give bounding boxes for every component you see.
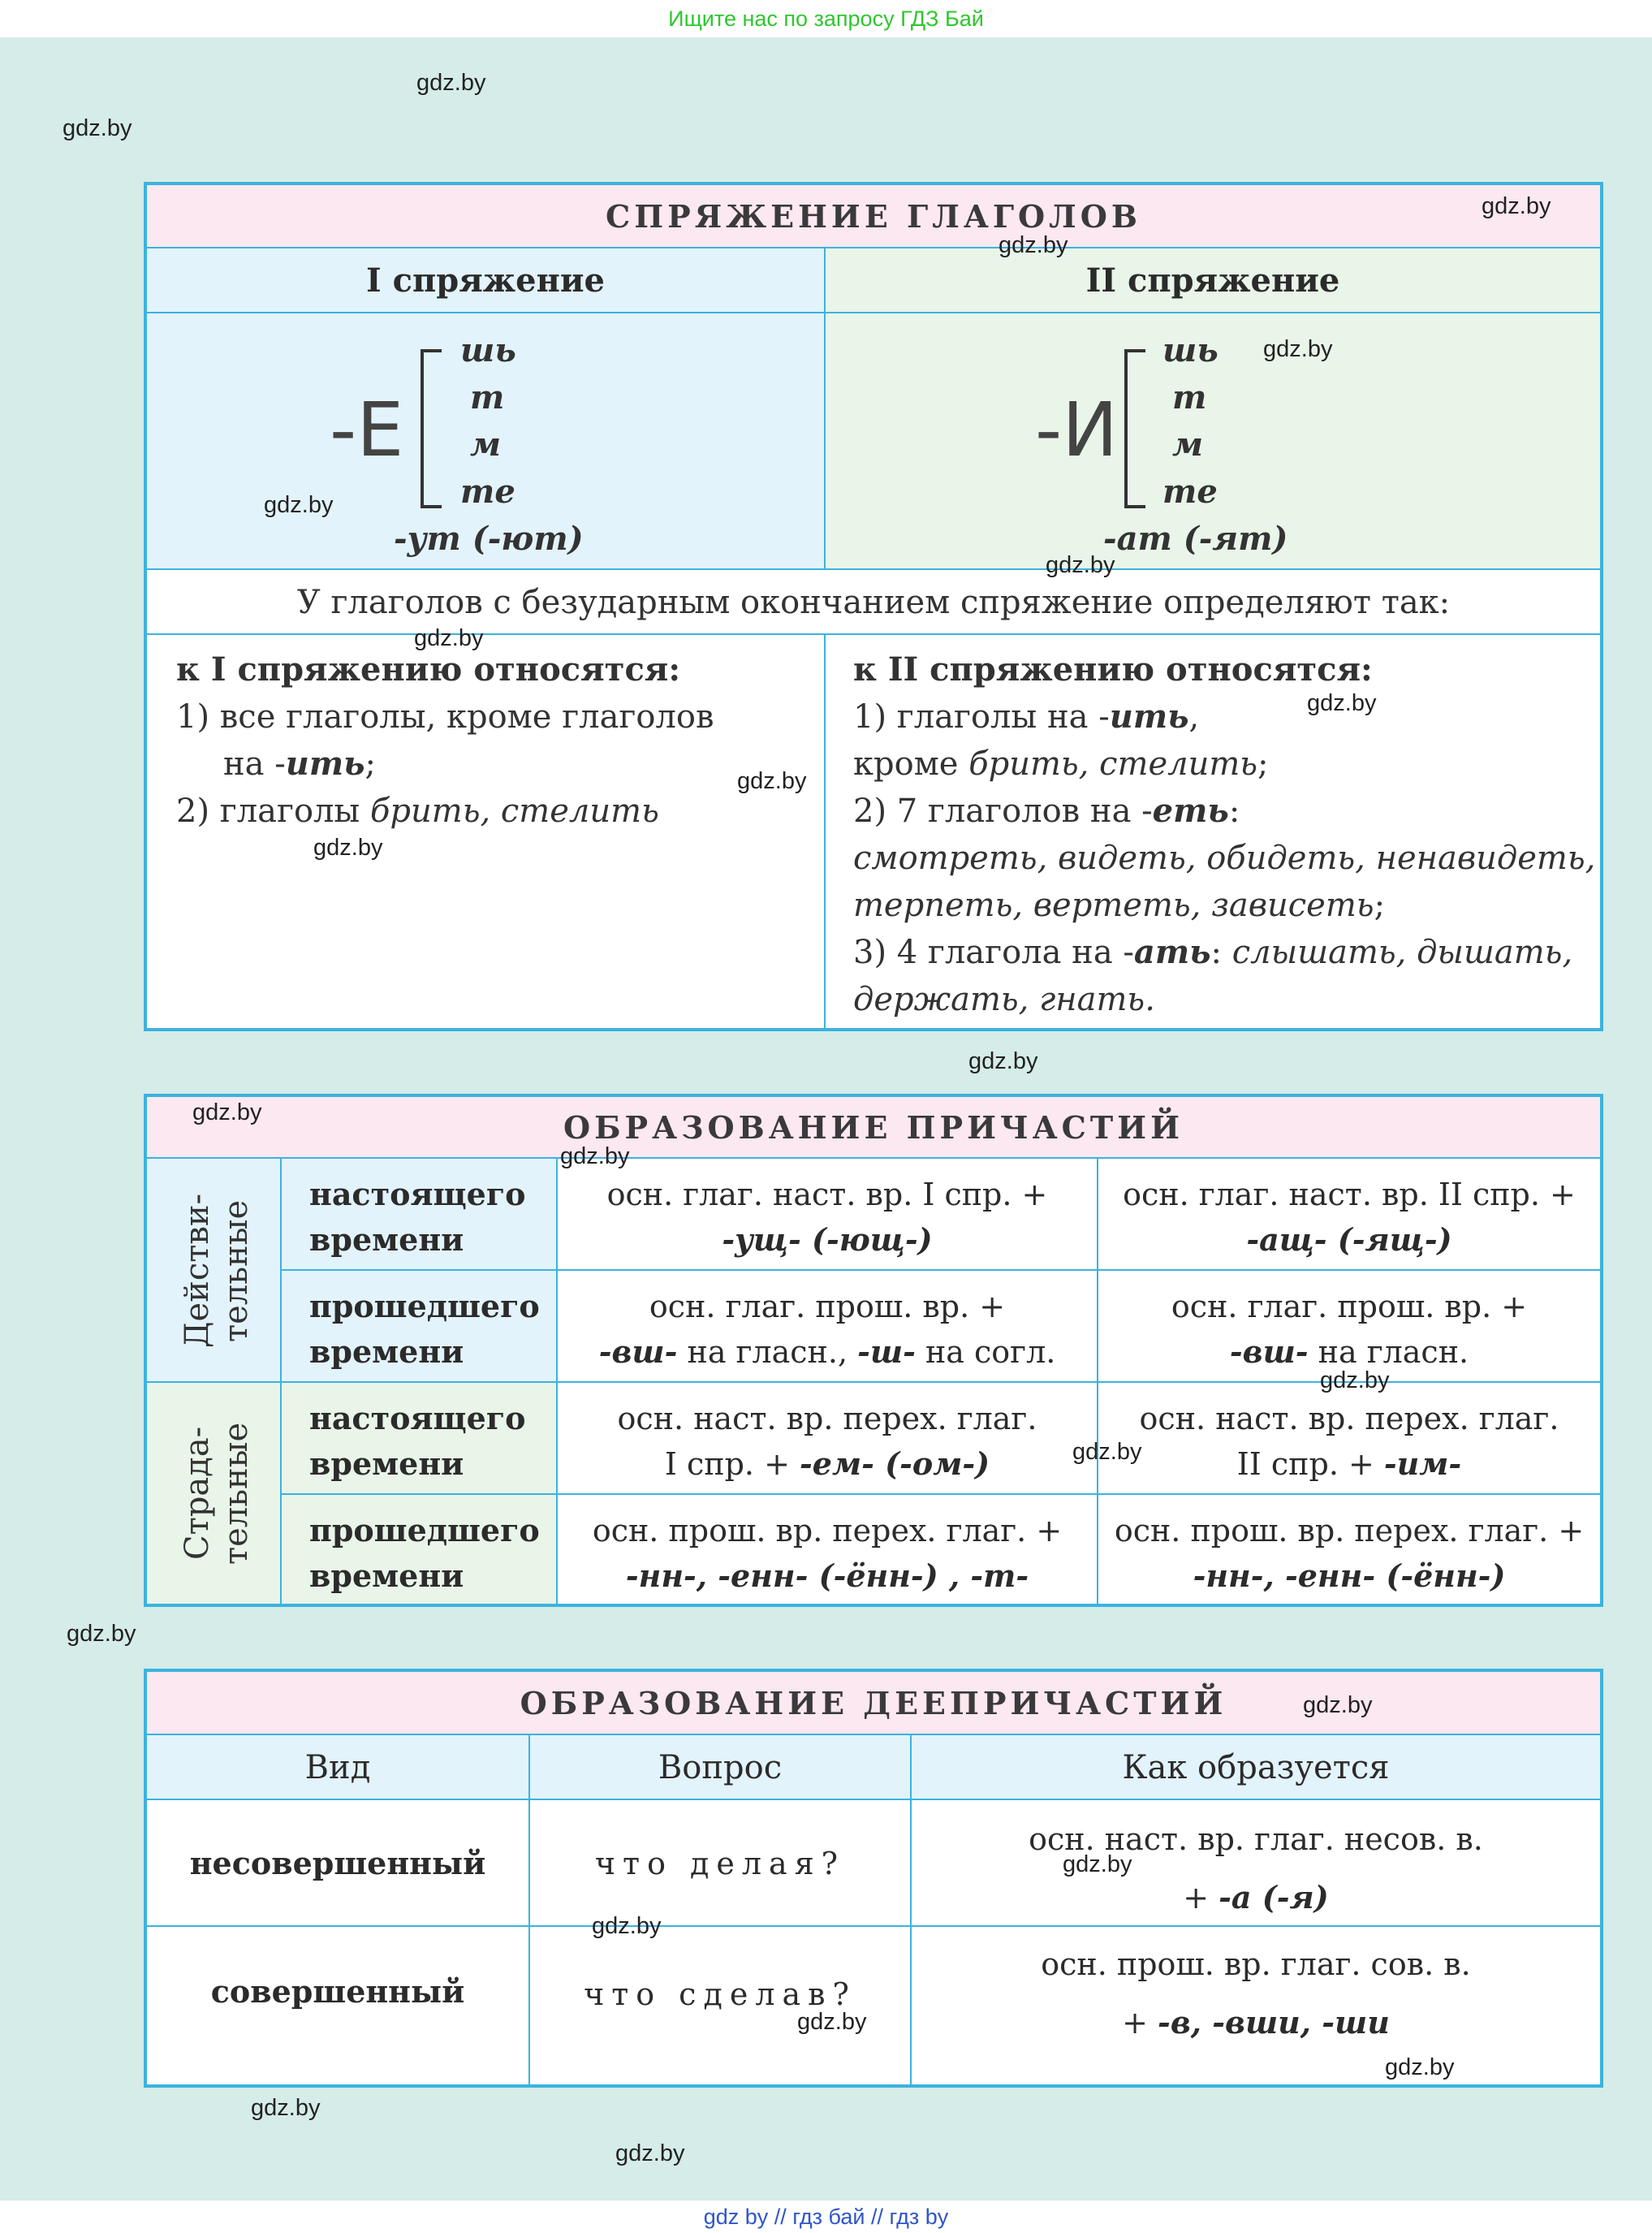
rule-item: 1) все глаголы, кроме глаголов	[176, 698, 714, 736]
perfective-question: что сделав?	[528, 1927, 910, 2084]
imperfective-question: что делая?	[528, 1800, 910, 1927]
bracket-bottom-tick	[421, 505, 442, 508]
gerunds-table	[144, 1669, 1603, 2088]
watermark: gdz.by	[1307, 690, 1377, 716]
rule-item: 3) 4 глагола на -ать: слышать, дышать,	[853, 933, 1573, 971]
top-banner[interactable]: Ищите нас по запросу ГДЗ Бай	[668, 6, 984, 31]
ending-te: те	[1162, 473, 1218, 511]
ending-sh: шь	[1162, 331, 1219, 369]
imperfective-kind: несовершенный	[147, 1800, 528, 1927]
watermark: gdz.by	[797, 2009, 867, 2035]
watermark: gdz.by	[615, 2140, 685, 2166]
rule-item: терпеть, вертеть, зависеть;	[853, 887, 1386, 924]
participles-title: ОБРАЗОВАНИЕ ПРИЧАСТИЙ	[147, 1097, 1600, 1159]
active-label-cell	[147, 1159, 280, 1383]
watermark: gdz.by	[968, 1048, 1038, 1074]
active-present-label: настоящего времени	[280, 1159, 556, 1271]
bracket	[1124, 349, 1128, 508]
ending-m: м	[1172, 425, 1204, 464]
rule-item: 2) глаголы брить, стелить	[176, 793, 659, 830]
bracket	[421, 349, 424, 508]
watermark: gdz.by	[416, 70, 486, 96]
participles-table	[144, 1094, 1603, 1607]
letter-e: -Е	[330, 387, 404, 473]
bracket-top-tick	[421, 349, 442, 352]
watermark: gdz.by	[264, 492, 334, 518]
watermark: gdz.by	[63, 115, 132, 141]
active-past-first: осн. глаг. прош. вр. + -вш- на гласн., -ш- на согл.	[556, 1271, 1097, 1383]
first-conjugation-endings	[147, 313, 824, 570]
perfective-kind: совершенный	[210, 1973, 465, 2010]
perfective-formation: осн. прош. вр. глаг. сов. в. + -в, -вши, -ши	[910, 1927, 1600, 2084]
gerunds-title: ОБРАЗОВАНИЕ ДЕЕПРИЧАСТИЙ	[147, 1672, 1600, 1735]
passive-past-first: осн. прош. вр. перех. глаг. + -нн-, -енн- (-ённ-) , -т-	[556, 1495, 1097, 1604]
ending-m: м	[470, 425, 502, 464]
passive-past-second: осн. прош. вр. перех. глаг. + -нн-, -енн- (-ённ-)	[1097, 1495, 1600, 1604]
watermark: gdz.by	[737, 768, 807, 794]
letter-i: -И	[1035, 387, 1119, 473]
bracket-top-tick	[1124, 349, 1145, 352]
watermark: gdz.by	[592, 1913, 662, 1939]
rule-item: 1) глаголы на -ить,	[853, 698, 1200, 736]
second-conjugation-header: II спряжение	[824, 248, 1600, 313]
ending-plural-1: -ут (-ют)	[394, 520, 584, 558]
passive-label: Страда-тельные	[179, 1422, 255, 1565]
second-conjugation-endings	[824, 313, 1600, 570]
rules-heading: к II спряжению относятся:	[853, 650, 1373, 689]
watermark: gdz.by	[313, 835, 383, 861]
watermark: gdz.by	[999, 232, 1068, 258]
ending-te: те	[460, 473, 515, 511]
passive-label-cell	[147, 1383, 280, 1604]
ending-plural-2: -ат (-ят)	[1103, 520, 1288, 558]
rule-item: смотреть, видеть, обидеть, ненавидеть,	[853, 840, 1596, 877]
first-conjugation-rules	[147, 635, 824, 1028]
active-past-second: осн. глаг. прош. вр. + -вш- на гласн.	[1097, 1271, 1600, 1383]
active-label: Действи-тельные	[179, 1193, 255, 1349]
watermark: gdz.by	[67, 1621, 136, 1647]
unstressed-note: У глаголов с безударным окончанием спряжение определяют так:	[147, 570, 1600, 635]
active-present-second: осн. глаг. наст. вр. II спр. + -ащ- (-ящ-)	[1097, 1159, 1600, 1271]
bottom-banner[interactable]: gdz by // гдз бай // гдз by	[703, 2205, 949, 2229]
ending-t: т	[470, 378, 505, 417]
watermark: gdz.by	[560, 1143, 630, 1169]
watermark: gdz.by	[1482, 193, 1551, 219]
first-conjugation-header: I спряжение	[147, 248, 824, 313]
second-conjugation-rules	[824, 635, 1600, 1028]
imperfective-formation: осн. наст. вр. глаг. несов. в. + -а (-я)	[910, 1800, 1600, 1927]
passive-present-second: осн. наст. вр. перех. глаг. II спр. + -им-	[1097, 1383, 1600, 1495]
watermark: gdz.by	[1385, 2054, 1455, 2080]
passive-past-label: прошедшего времени	[280, 1495, 556, 1604]
passive-present-label: настоящего времени	[280, 1383, 556, 1495]
conjugation-table	[144, 182, 1603, 1031]
conjugation-title: СПРЯЖЕНИЕ ГЛАГОЛОВ	[147, 185, 1600, 248]
bracket-bottom-tick	[1124, 505, 1145, 508]
column-header-question: Вопрос	[528, 1735, 910, 1800]
rules-heading: к I спряжению относятся:	[176, 650, 681, 689]
rule-item: держать, гнать.	[853, 981, 1155, 1018]
active-present-first: осн. глаг. наст. вр. I спр. + -ущ- (-ющ-)	[556, 1159, 1097, 1271]
column-header-formation: Как образуется	[910, 1735, 1600, 1800]
watermark: gdz.by	[1046, 552, 1115, 578]
watermark: gdz.by	[414, 625, 484, 651]
watermark: gdz.by	[1320, 1367, 1390, 1393]
active-past-label: прошедшего времени	[280, 1271, 556, 1383]
rule-item: кроме брить, стелить;	[853, 745, 1269, 783]
ending-sh: шь	[460, 331, 516, 369]
rule-item: на -ить;	[223, 745, 377, 783]
watermark: gdz.by	[1303, 1692, 1373, 1718]
passive-present-first: осн. наст. вр. перех. глаг. I спр. + -ем- (-ом-)	[556, 1383, 1097, 1495]
rule-item: 2) 7 глаголов на -еть:	[853, 792, 1240, 830]
watermark: gdz.by	[251, 2095, 321, 2121]
watermark: gdz.by	[1263, 336, 1333, 362]
column-header-kind: Вид	[147, 1735, 528, 1800]
watermark: gdz.by	[1072, 1439, 1142, 1465]
watermark: gdz.by	[1063, 1851, 1132, 1877]
watermark: gdz.by	[192, 1099, 262, 1125]
ending-t: т	[1172, 378, 1207, 417]
